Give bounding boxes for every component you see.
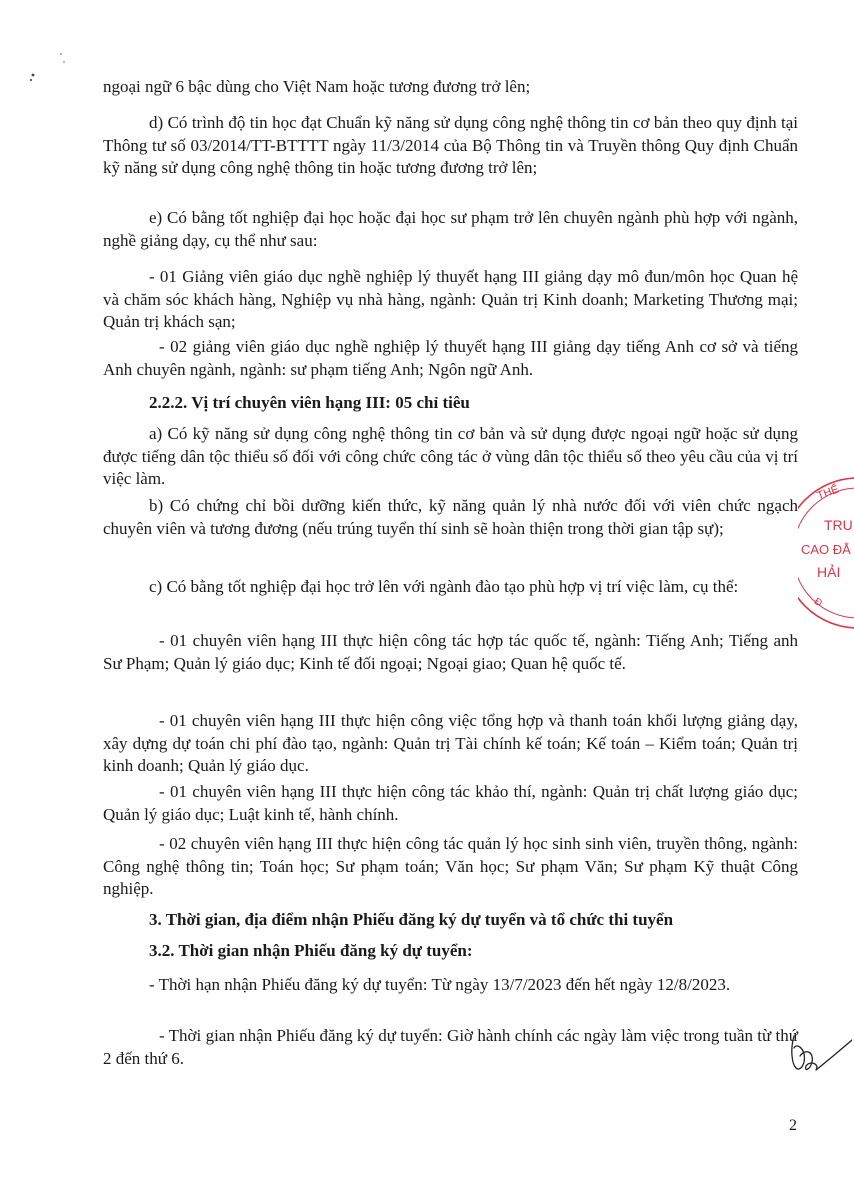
paragraph-c: c) Có bằng tốt nghiệp đại học trở lên với ngành đào tạo phù hợp vị trí việc làm, cụ thể:: [149, 577, 739, 596]
list-item-lecturer-business: - 01 Giảng viên giáo dục nghề nghiệp lý thuyết hạng III giảng dạy mô đun/môn học Quan hệ và chăm sóc khách hàng, Nghiệp vụ nhà hàng, ngành: Quản trị Kinh doanh; Marketing Thương mại; Quản trị khách sạn;: [103, 267, 798, 331]
svg-text:CAO ĐẲ: CAO ĐẲ: [801, 542, 851, 557]
svg-text:TRU: TRU: [824, 517, 853, 533]
paragraph-b: b) Có chứng chỉ bồi dưỡng kiến thức, kỹ năng quản lý nhà nước đối với viên chức ngạch chuyên viên và tương đương (nếu trúng tuyển thí sinh sẽ hoàn thiện trong thời gian tập sự);: [103, 496, 798, 538]
list-item-international: - 01 chuyên viên hạng III thực hiện công tác hợp tác quốc tế, ngành: Tiếng Anh; Tiếng anh Sư Phạm; Quản lý giáo dục; Kinh tế đối ngoại; Ngoại giao; Quan hệ quốc tế.: [103, 631, 798, 673]
section-heading-3: 3. Thời gian, địa điểm nhận Phiếu đăng ký dự tuyển và tổ chức thi tuyển: [149, 910, 674, 929]
list-item-lecturer-english: - 02 giảng viên giáo dục nghề nghiệp lý thuyết hạng III giảng dạy tiếng Anh cơ sở và tiếng Anh chuyên ngành, ngành: sư phạm tiếng Anh; Ngôn ngữ Anh.: [103, 337, 798, 379]
paragraph-d: d) Có trình độ tin học đạt Chuẩn kỹ năng sử dụng công nghệ thông tin cơ bản theo quy định tại Thông tư số 03/2014/TT-BTTTT ngày 11/3/2014 của Bộ Thông tin và Truyền thông Quy định Chuẩn kỹ năng sử dụng công nghệ thông tin hoặc tương đương trở lên;: [103, 113, 798, 177]
red-stamp-seal: [798, 470, 854, 630]
list-item-student-affairs: - 02 chuyên viên hạng III thực hiện công tác quản lý học sinh sinh viên, truyền thông, ngành: Công nghệ thông tin; Toán học; Sư phạm toán; Văn học; Sư phạm Văn; Sư phạm Kỹ thuật Công nghiệp.: [103, 834, 798, 898]
svg-text:Đ: Đ: [812, 596, 824, 610]
paragraph-hours: - Thời gian nhận Phiếu đăng ký dự tuyển: Giờ hành chính các ngày làm việc trong tuần từ thứ 2 đến thứ 6.: [103, 1026, 798, 1068]
section-heading-2-2-2: 2.2.2. Vị trí chuyên viên hạng III: 05 chỉ tiêu: [149, 393, 470, 412]
scan-speck-icon: [26, 48, 66, 88]
paragraph-e: e) Có bằng tốt nghiệp đại học hoặc đại học sư phạm trở lên chuyên ngành phù hợp với ngành, nghề giảng dạy, cụ thể như sau:: [103, 208, 798, 250]
page-number: 2: [789, 1117, 797, 1134]
paragraph-a: a) Có kỹ năng sử dụng công nghệ thông tin cơ bản và sử dụng được ngoại ngữ hoặc sử dụng được tiếng dân tộc thiểu số đối với công chức công tác ở vùng dân tộc thiểu số theo yêu cầu của vị trí việc làm.: [103, 424, 798, 488]
paragraph-deadline: - Thời hạn nhận Phiếu đăng ký dự tuyển: Từ ngày 13/7/2023 đến hết ngày 12/8/2023.: [149, 975, 731, 994]
handwritten-initial-signature: [786, 1030, 852, 1076]
section-heading-3-2: 3.2. Thời gian nhận Phiếu đăng ký dự tuyển:: [149, 941, 473, 960]
paragraph-continuation: ngoại ngữ 6 bậc dùng cho Việt Nam hoặc tương đương trở lên;: [103, 77, 531, 96]
list-item-exam: - 01 chuyên viên hạng III thực hiện công tác khảo thí, ngành: Quản trị chất lượng giáo dục; Quản lý giáo dục; Luật kinh tế, hành chính.: [103, 782, 798, 824]
svg-text:HẢI: HẢI: [817, 564, 841, 580]
list-item-finance: - 01 chuyên viên hạng III thực hiện công việc tổng hợp và thanh toán khối lượng giảng dạy, xây dựng dự toán chi phí đào tạo, ngành: Quản trị Tài chính kế toán; Kế toán – Kiểm toán; Quản trị kinh doanh; Quản lý giáo dục.: [103, 711, 798, 775]
svg-text:THỂ: THỂ: [815, 483, 841, 503]
